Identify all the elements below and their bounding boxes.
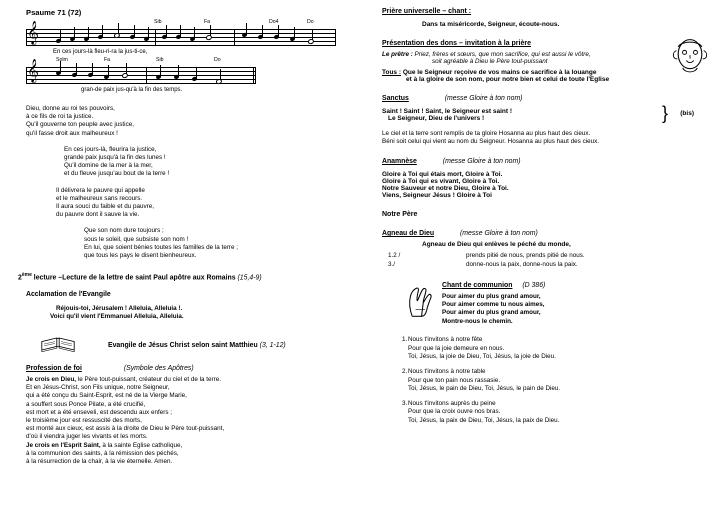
creed-body [26,376,360,466]
reading-title: lecture –Lecture de la lettre de saint Paul apôtre aux Romains [31,274,236,282]
all-text: Que le Seigneur reçoive de vos mains ce sacrifice à la louange [401,69,597,76]
creed-line: Et en Jésus-Christ, son Fils unique, notre Seigneur, [26,384,170,392]
psalm-verse-line: du pauvre dont il sauve la vie. [56,211,140,219]
communion-reference: (D 386) [522,281,546,289]
agnus-verse-text: donne-nous la paix, donne-nous la paix. [466,261,578,268]
creed-title: Profession de foi [26,364,82,372]
priest-label: Le prêtre : [382,51,413,58]
chord-label: Do [307,19,314,25]
universal-prayer-heading: Prière universelle – chant : [382,8,472,15]
communion-verse-line: Pour que la joie demeure en nous. [408,344,505,352]
gospel-reference: (3, 1-12) [259,341,286,349]
offering-all-line [382,69,710,76]
creed-line: est mort et a été enseveli, est descendu aux enfers ; [26,408,172,416]
creed-line: à la résurrection de la chair, à la vie éternelle. Amen. [26,457,173,465]
creed-line: à la sainte Eglise catholique, [100,441,183,449]
agnus-verse-row [382,252,710,261]
agnus-verse-number: 1.2 / [388,252,401,260]
gospel-title: Evangile de Jésus Christ selon saint Matthieu [108,341,258,349]
communion-verse [396,336,710,362]
offering-heading: Présentation des dons – invitation à la prière [382,40,531,47]
communion-verse-number: 3. [402,399,408,407]
agnus-note: (messe Gloire à ton nom) [460,230,538,238]
communion-verse [396,400,710,426]
sanctus-title: Sanctus [382,95,409,102]
psalm-verses [26,105,360,260]
communion-verse-line: Toi, Jésus, le pain de Dieu, Toi, Jésus, le pain de Dieu. [408,385,561,393]
communion-verse [396,368,710,394]
chord-label: Sib [154,19,162,25]
communion-title: Chant de communion [442,281,513,289]
psalm-title-text: Psaume 71 [26,8,66,17]
priest-text-cont: soit agréable à Dieu le Père tout-puissant [432,58,548,65]
anamnese-line: Notre Sauveur et notre Dieu, Gloire à Toi. [382,185,509,193]
communion-verse-number: 2. [402,368,408,375]
anamnese-note: (messe Gloire à ton nom) [442,158,521,166]
bis-label: (bis) [680,110,694,117]
acclamation-line: Réjouis-toi, Jérusalem ! Alleluia, Alleluia !. [56,304,183,312]
anamnese-line: Gloire à Toi qui es vivant, Gloire à Toi. [382,178,500,186]
agnus-verse-text: prends pitié de nous, prends pitié de nous. [466,252,585,260]
agnus-verse-number: 3./ [388,261,396,268]
creed-line: d'où il viendra juger les vivants et les morts. [26,433,148,441]
sanctus-note: (messe Gloire à ton nom) [444,95,523,102]
communion-verses [396,336,710,425]
psalm-verse-line: En lui, que soient bénies toutes les familles de la terre ; [84,243,239,251]
our-father-heading: Notre Père [382,211,418,219]
brace-icon: } [661,103,668,123]
all-label: Tous : [382,69,402,76]
priest-text: Priez, frères et sœurs, que mon sacrifice, qui est aussi le vôtre, [412,51,591,58]
chord-label: Solm [56,57,68,63]
open-book-icon [40,333,76,355]
gospel-heading-row [18,333,360,359]
chord-label: Do4 [269,19,279,25]
communion-block [382,282,710,327]
psalm-verse-line: Dieu, donne au roi tes pouvoirs, [26,105,115,112]
communion-verse-line: Toi, Jésus, la paix de Dieu, Toi, Jésus, la paix de Dieu. [408,416,560,424]
acclamation-line: Voici qu'il vient l'Emmanuel Alleluia, Alleluia. [50,312,184,320]
psalm-verse-line: Qu'il domine de la mer à la mer, [64,162,153,170]
sanctus-heading [382,95,710,102]
communion-refrain-line: Pour aimer du plus grand amour, [442,292,541,300]
score-lyrics-line-2: gran-de paix jus-qu'à la fin des temps. [81,87,183,93]
right-column [372,0,720,509]
psalm-verse-line: à ce fils de roi ta justice. [26,113,94,121]
creed-line: le Père tout-puissant, créateur du ciel et de la terre. [76,375,221,383]
agnus-title: Agneau de Dieu [382,230,435,238]
agnus-refrain: Agneau de Dieu qui enlèves le péché du monde, [422,241,571,249]
all-text-cont: et à la gloire de son nom, pour notre bien et celui de toute l'Eglise [406,76,610,83]
face-drawing-icon [668,36,712,76]
creed-line: qui a été conçu du Saint-Esprit, est né de la Vierge Marie, [26,392,187,400]
chord-label: Sib [156,57,164,63]
creed-line-bold: Je crois en Dieu, [26,375,77,383]
second-reading-heading [18,272,360,281]
psalm-verse-line: Il aura souci du faible et du pauvre, [56,203,155,211]
psalm-verse-line: que tous les pays le disent bienheureux. [84,252,197,260]
psalm-verse-line: et le malheureux sans recours. [56,194,143,202]
offering-priest-line [382,51,710,58]
anamnese-line: Viens, Seigneur Jésus ! Gloire à Toi [382,192,492,200]
psalm-verse-line: et du fleuve jusqu'au bout de la terre ! [64,170,170,178]
psalm-title-number: (72) [67,8,82,17]
anamnese-line: Gloire à Toi qui étais mort, Gloire à Toi. [382,171,503,179]
creed-heading [26,365,360,372]
reading-ordinal-suffix: ème [21,272,32,279]
psalm-verse-line: Il délivrera le pauvre qui appelle [56,186,145,194]
communion-verse-line: Pour que la croix ouvre nos bras. [408,408,501,416]
communion-verse-line: Toi, Jésus, la joie de Dieu, Toi, Jésus, la joie de Dieu. [408,353,556,361]
creed-subtitle: (Symbole des Apôtres) [123,364,194,372]
creed-line: à la communion des saints, à la rémission des péchés, [26,449,179,457]
psalm-verse-line: grande paix jusqu'à la fin des lunes ! [64,154,166,162]
creed-line-bold: Je crois en l'Esprit Saint, [26,441,101,449]
psalm-title [26,8,360,17]
communion-refrain-line: Pour aimer du plus grand amour, [442,309,541,317]
psalm-verse-line: qu'il fasse droit aux malheureux ! [26,129,118,137]
music-score [26,17,346,95]
psalm-verse-line: sous le soleil, que subsiste son nom ! [84,235,189,243]
sanctus-acclamation [382,103,710,123]
sanctus-after-line: Le ciel et la terre sont remplis de ta gloire Hosanna au plus haut des cieux. [382,130,591,137]
psalm-verse-line: En ces jours-là, fleurira la justice, [64,145,157,153]
psalm-verse-line: Qu'il gouverne ton peuple avec justice, [26,121,134,129]
communion-verse-line: Pour que ton pain nous rassasie. [408,376,501,384]
communion-refrain-line: Pour aimer comme tu nous aimes, [442,301,545,308]
treble-clef-icon: 𝄞 [27,60,39,82]
sanctus-line-1: Saint ! Saint ! Saint, le Seigneur est saint ! [382,108,513,115]
reading-reference: (15,4-9) [237,274,262,282]
treble-clef-icon: 𝄞 [27,22,39,44]
chord-label: Do [214,57,221,63]
communion-verse-line: Nous t'invitons à notre table [408,368,486,375]
communion-verse-line: Nous t'invitons à notre fête [408,336,483,344]
universal-prayer-response: Dans ta miséricorde, Seigneur, écoute-nous. [422,21,560,28]
acclamation-heading: Acclamation de l'Evangile [26,290,111,298]
anamnese-heading [382,158,710,165]
creed-line: est monté aux cieux, est assis à la droite de Dieu le Père tout-puissant, [26,425,225,433]
sanctus-after-line: Béni soit celui qui vient au nom du Seigneur. Hosanna au plus haut des cieux. [382,138,600,146]
psalm-verse-line: Que son nom dure toujours ; [84,227,164,235]
score-lyrics-line-1: En ces jours-là fleu-ri-ra la jus-ti-ce, [53,49,148,55]
communion-verse-line: Nous t'invitons auprès du peine [408,399,496,407]
chord-label: Fa [204,19,211,25]
praying-hand-icon [404,284,434,318]
creed-line: le troisième jour est ressuscité des morts, [26,416,142,424]
chord-label: Fa [104,57,111,63]
communion-refrain-line: Montre-nous le chemin. [442,317,513,325]
agnus-verse-row [382,261,710,270]
reading-number: 2 [18,274,22,282]
sanctus-line-2: Le Seigneur, Dieu de l'univers ! [388,115,485,122]
communion-verse-number: 1. [402,336,408,344]
anamnese-title: Anamnèse [382,158,417,166]
agnus-heading [382,230,710,237]
creed-line: a souffert sous Ponce Pilate, a été crucifié, [26,400,146,408]
